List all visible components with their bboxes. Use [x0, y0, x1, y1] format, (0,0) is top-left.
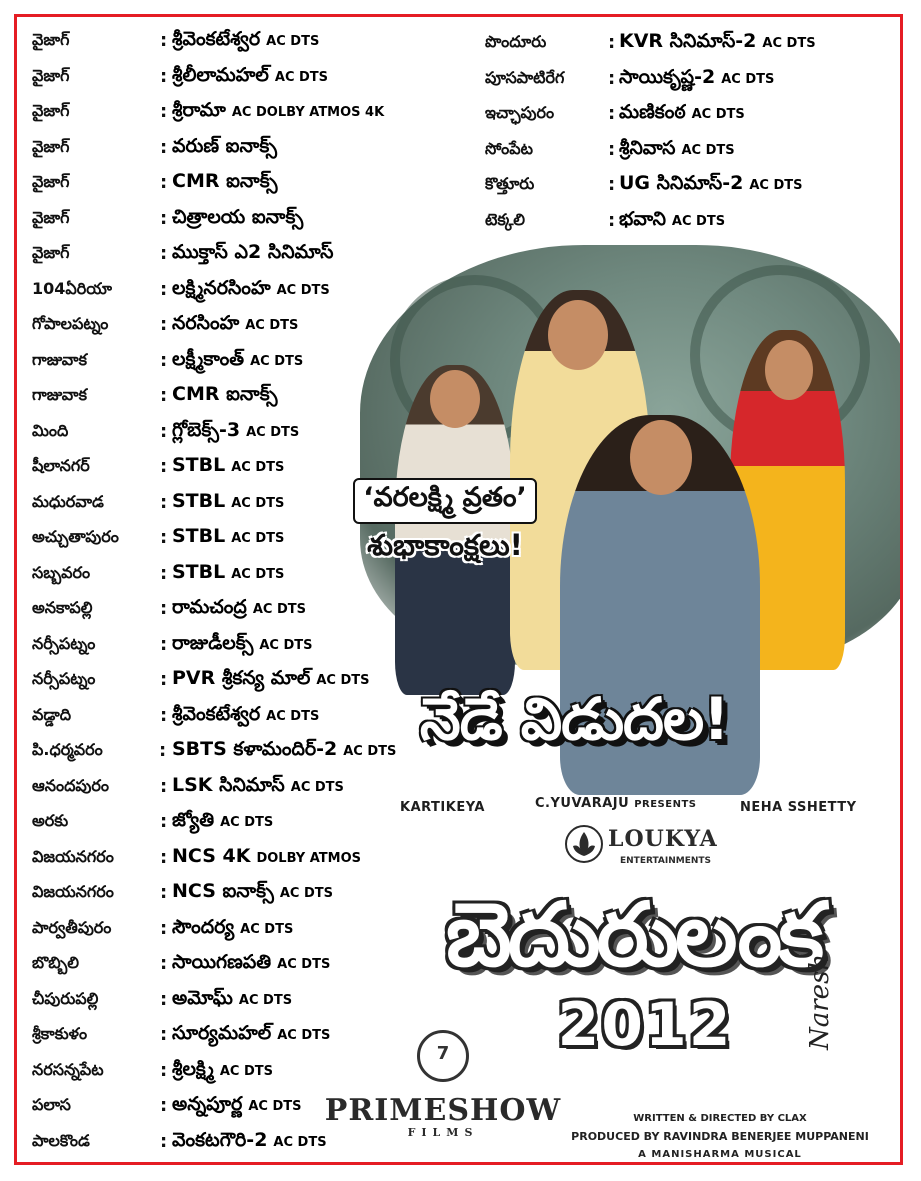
- theatre-name: PVR శ్రీకన్య మాల్ AC DTS: [172, 667, 370, 689]
- theatre-name: భవాని AC DTS: [619, 207, 726, 230]
- producer-credit: PRODUCED BY RAVINDRA BENERJEE MUPPANENI: [571, 1130, 869, 1143]
- separator: :: [160, 669, 168, 690]
- theatre-name: సూర్యమహల్ AC DTS: [172, 1022, 331, 1044]
- separator: :: [160, 882, 168, 903]
- town-name: బొబ్బిలి: [32, 953, 79, 972]
- actor-middle-face: [548, 300, 608, 370]
- distributor-name: PRIMESHOW: [324, 1093, 562, 1128]
- town-name: పార్వతీపురం: [32, 917, 112, 937]
- separator: :: [160, 278, 168, 300]
- town-name: నర్సీపట్నం: [32, 633, 96, 653]
- listing-row: [32, 703, 452, 739]
- listing-row: [32, 987, 452, 1023]
- theatre-list-left: [32, 28, 452, 1164]
- town-name: ఇచ్ఛాపురం: [485, 103, 555, 122]
- distributor-sub: FILMS: [407, 1126, 479, 1139]
- listing-row: [32, 916, 452, 952]
- listing-row: [32, 312, 452, 348]
- separator: :: [159, 740, 167, 761]
- theatre-name: ముక్తాస్ ఎ2 సినిమాస్: [172, 241, 334, 263]
- listing-row: [32, 170, 452, 206]
- town-name: టెక్కలి: [485, 209, 525, 229]
- separator: :: [160, 1059, 168, 1081]
- town-name: గాజువాక: [32, 385, 87, 404]
- separator: :: [160, 385, 168, 406]
- town-name: సోంపేట: [485, 138, 533, 158]
- town-name: మింది: [32, 420, 69, 440]
- theatre-name: జ్యోతి AC DTS: [172, 809, 274, 831]
- listing-row: [32, 277, 452, 313]
- theatre-name: SBTS కళామందిర్-2 AC DTS: [172, 738, 397, 760]
- town-name: విజయనగరం: [32, 882, 114, 901]
- theatre-name: STBL AC DTS: [172, 560, 285, 583]
- theatre-name: సౌందర్య AC DTS: [172, 915, 294, 938]
- theatre-name: CMR ఐనాక్స్: [172, 170, 278, 192]
- listing-row: [485, 30, 905, 66]
- theatre-name: నరసింహ AC DTS: [172, 312, 299, 334]
- theatre-name: సాయికృష్ణ-2 AC DTS: [619, 65, 775, 88]
- separator: :: [160, 775, 168, 797]
- theatre-name: NCS 4K DOLBY ATMOS: [172, 844, 361, 867]
- separator: :: [608, 138, 616, 160]
- cast-left-name: KARTIKEYA: [400, 800, 485, 815]
- listing-row: [32, 596, 452, 632]
- artist-signature: [805, 1010, 921, 1050]
- separator: :: [160, 30, 168, 51]
- theatre-name: CMR ఐనాక్స్: [172, 383, 278, 405]
- listing-row: [32, 241, 452, 277]
- separator: :: [160, 1130, 168, 1152]
- listing-row: [32, 632, 452, 668]
- town-name: వడ్డాది: [32, 704, 71, 724]
- theatre-name: చిత్రాలయ ఐనాక్స్: [172, 205, 304, 228]
- listing-row: [32, 809, 452, 845]
- separator: :: [160, 988, 168, 1010]
- theatre-name: లక్ష్మినరసింహ AC DTS: [172, 276, 330, 299]
- presenter-credit: C.YUVARAJU PRESENTS: [535, 796, 697, 811]
- written-directed-credit: WRITTEN & DIRECTED BY CLAX: [633, 1113, 807, 1124]
- loukya-entertainments-logo: [560, 818, 720, 873]
- hero-face: [630, 420, 692, 495]
- listing-row: [32, 383, 452, 419]
- separator: :: [160, 172, 168, 193]
- town-name: వైజాగ్: [32, 207, 70, 227]
- listing-row: [32, 880, 452, 916]
- town-name: వైజాగ్: [32, 136, 70, 156]
- theatre-name: శ్రీవెంకటేశ్వర AC DTS: [172, 28, 320, 50]
- town-name: విజయనగరం: [32, 846, 114, 866]
- primeshow-emblem-icon: 7: [417, 1030, 469, 1082]
- listing-row: [32, 99, 452, 135]
- town-name: అనకాపల్లి: [32, 598, 93, 617]
- theatre-name: లక్ష్మీకాంత్ AC DTS: [172, 347, 304, 370]
- separator: :: [160, 207, 168, 229]
- town-name: గోపాలపట్నం: [32, 314, 109, 333]
- town-name: సబ్బవరం: [32, 562, 91, 582]
- separator: :: [160, 598, 168, 619]
- theatre-name: అమోఘ్ AC DTS: [172, 986, 293, 1009]
- listing-row: [32, 845, 452, 881]
- town-name: మధురవాడ: [32, 491, 104, 511]
- town-name: గాజువాక: [32, 349, 87, 369]
- theatre-name: UG సినిమాస్-2 AC DTS: [619, 172, 803, 194]
- movie-title: బెదురులంక: [445, 883, 821, 986]
- town-name: వైజాగ్: [32, 172, 70, 191]
- lotus-icon: [564, 824, 604, 864]
- listing-row: [32, 348, 452, 384]
- music-credit: A MANISHARMA MUSICAL: [638, 1149, 802, 1160]
- town-name: పలాస: [32, 1095, 71, 1114]
- separator: :: [160, 633, 168, 655]
- listing-row: [485, 101, 905, 137]
- listing-row: [485, 208, 905, 244]
- separator: :: [160, 65, 168, 87]
- theatre-name: KVR సినిమాస్-2 AC DTS: [619, 30, 816, 52]
- separator: :: [608, 67, 616, 89]
- listing-row: [32, 774, 452, 810]
- theatre-name: STBL AC DTS: [172, 525, 285, 547]
- listing-row: [32, 135, 452, 171]
- separator: :: [160, 136, 168, 158]
- primeshow-films-logo: [318, 1030, 568, 1140]
- theatre-name: శ్రీవెంకటేశ్వర AC DTS: [172, 702, 320, 725]
- separator: :: [160, 101, 168, 122]
- banner-name: LOUKYA: [608, 826, 718, 852]
- film-credits: [560, 1110, 880, 1164]
- town-name: పూసపాటిరేగ: [485, 67, 565, 87]
- listing-row: [32, 419, 452, 455]
- listing-row: [32, 28, 452, 64]
- theatre-name: అన్నపూర్ణ AC DTS: [172, 1093, 302, 1115]
- separator: :: [160, 527, 168, 548]
- separator: :: [160, 349, 168, 371]
- town-name: నర్సీపట్నం: [32, 669, 96, 688]
- listing-row: [32, 206, 452, 242]
- separator: :: [160, 243, 168, 264]
- theatre-name: STBL AC DTS: [172, 454, 285, 476]
- town-name: నరసన్నపేట: [32, 1059, 104, 1079]
- town-name: వైజాగ్: [32, 65, 70, 85]
- listing-row: [485, 137, 905, 173]
- town-name: వైజాగ్: [32, 101, 70, 120]
- listing-row: [485, 66, 905, 102]
- town-name: అరకు: [32, 811, 69, 830]
- town-name: పొందూరు: [485, 32, 547, 51]
- cast-right-name: NEHA SSHETTY: [740, 800, 857, 815]
- separator: :: [160, 491, 168, 513]
- greeting-line-2: శుభాకాంక్షలు!: [367, 528, 523, 562]
- theatre-list-right: [485, 30, 905, 243]
- separator: :: [160, 811, 168, 832]
- theatre-name: STBL AC DTS: [172, 489, 285, 512]
- theatre-name: వెంకటగౌరి-2 AC DTS: [172, 1128, 327, 1151]
- separator: :: [160, 1024, 168, 1045]
- separator: :: [160, 314, 168, 335]
- town-name: వైజాగ్: [32, 30, 70, 49]
- town-name: షీలానగర్: [32, 456, 90, 475]
- theatre-name: LSK సినిమాస్ AC DTS: [172, 773, 344, 796]
- theatre-name: సాయిగణపతి AC DTS: [172, 951, 331, 973]
- town-name: అచ్చుతాపురం: [32, 527, 119, 546]
- theatre-name: గ్లోబెక్స్-3 AC DTS: [172, 418, 300, 441]
- theatre-name: శ్రీలీలామహల్ AC DTS: [172, 63, 329, 86]
- banner-sub: ENTERTAINMENTS: [620, 856, 712, 866]
- theatre-name: శ్రీలక్ష్మి AC DTS: [172, 1057, 273, 1080]
- town-name: పాలకొండ: [32, 1130, 90, 1150]
- town-name: పి.ధర్మవరం: [32, 740, 103, 759]
- separator: :: [160, 846, 168, 868]
- separator: :: [160, 456, 168, 477]
- theatre-name: రామచంద్ర AC DTS: [172, 596, 306, 618]
- actress-face: [765, 340, 813, 400]
- theatre-name: శ్రీనివాస AC DTS: [619, 136, 735, 159]
- separator: :: [608, 32, 616, 53]
- festival-greeting: [310, 478, 580, 570]
- town-name: వైజాగ్: [32, 243, 70, 262]
- theatre-name: రాజుడీలక్స్ AC DTS: [172, 631, 313, 654]
- theatre-name: మణికంఠ AC DTS: [619, 101, 745, 123]
- greeting-line-1: ‘వరలక్ష్మి వ్రతం’: [353, 478, 537, 524]
- separator: :: [160, 704, 168, 726]
- listing-row: [32, 951, 452, 987]
- town-name: చీపురుపల్లి: [32, 988, 99, 1008]
- listing-row: [32, 64, 452, 100]
- separator: :: [160, 953, 168, 974]
- theatre-name: శ్రీరామా AC DOLBY ATMOS 4K: [172, 99, 385, 121]
- separator: :: [608, 209, 616, 231]
- release-today-headline: నేడే విడుదల!: [420, 685, 729, 753]
- listing-row: [485, 172, 905, 208]
- separator: :: [160, 1095, 168, 1116]
- movie-year: 2012: [557, 990, 733, 1060]
- listing-row: [32, 738, 452, 774]
- separator: :: [160, 917, 168, 939]
- theatre-name: వరుణ్ ఐనాక్స్: [172, 134, 277, 157]
- town-name: 104ఏరియా: [32, 278, 112, 298]
- theatre-name: NCS ఐనాక్స్ AC DTS: [172, 880, 333, 902]
- town-name: ఆనందపురం: [32, 775, 109, 795]
- listing-row: [32, 667, 452, 703]
- separator: :: [608, 103, 616, 124]
- separator: :: [608, 174, 616, 195]
- separator: :: [160, 420, 168, 442]
- town-name: శ్రీకాకుళం: [32, 1024, 88, 1043]
- separator: :: [160, 562, 168, 584]
- town-name: కొత్తూరు: [485, 174, 535, 193]
